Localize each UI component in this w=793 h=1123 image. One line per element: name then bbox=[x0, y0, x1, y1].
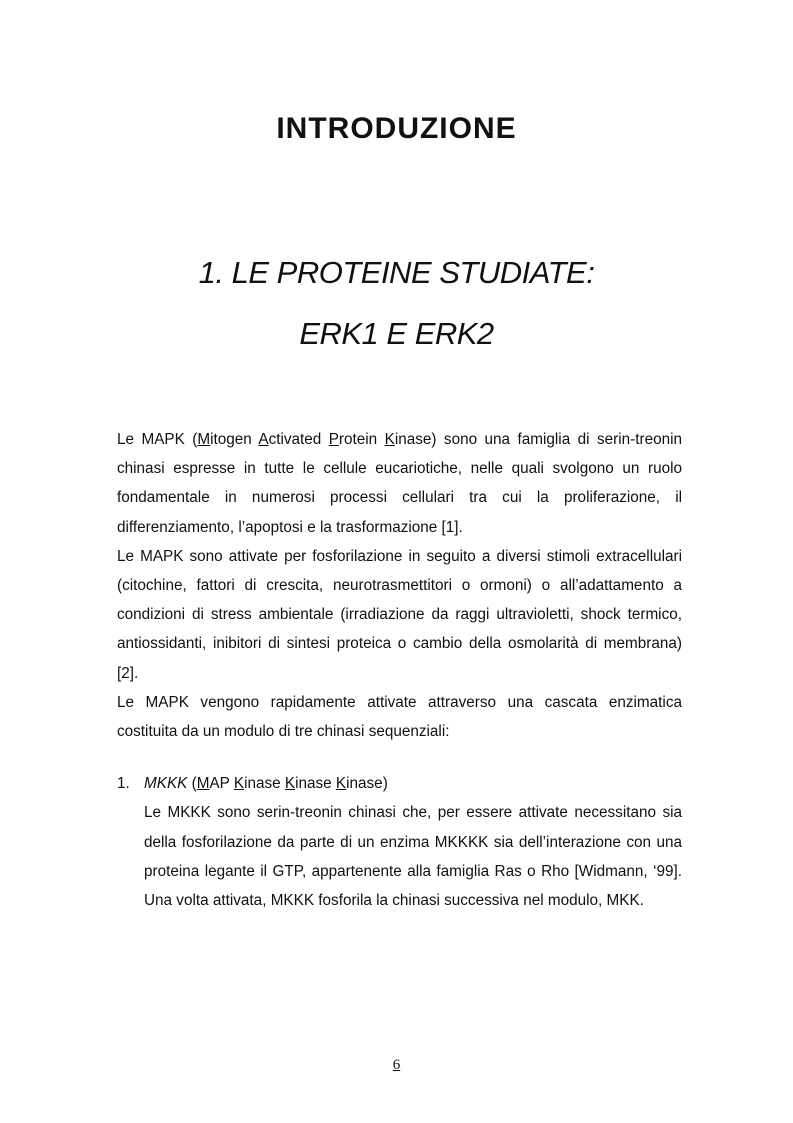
text-span: AP bbox=[209, 775, 234, 793]
underlined-initial: M bbox=[196, 775, 210, 793]
text-span: ) bbox=[382, 775, 388, 793]
underlined-initial: M bbox=[197, 431, 211, 448]
underlined-initial: P bbox=[328, 431, 339, 448]
underlined-initial: K bbox=[384, 431, 395, 448]
text-span: ( bbox=[187, 775, 197, 793]
list-number: 1. bbox=[117, 775, 130, 793]
text-span: Le MAPK ( bbox=[117, 431, 198, 448]
list-item-heading bbox=[144, 769, 682, 798]
underlined-initial: K bbox=[233, 775, 245, 793]
text-span: inase bbox=[244, 775, 285, 793]
text-span: ctivated bbox=[268, 431, 329, 448]
text-span: itogen bbox=[210, 431, 259, 448]
chapter-title-line-1: 1. LE PROTEINE STUDIATE: bbox=[198, 255, 595, 290]
paragraph-mapk-definition bbox=[117, 425, 682, 542]
text-span: ) sono una famiglia di serin-treonin chinasi espresse in tutte le cellule eucariotiche, nelle quali svolgono un ruolo fondamentale in numerosi processi cellulari tra cui la proliferazione, il differenziamento, l’apoptosi e la trasformazione [1]. bbox=[117, 431, 682, 536]
underlined-initial: K bbox=[335, 775, 347, 793]
underlined-initial: A bbox=[258, 431, 269, 448]
body-text bbox=[117, 425, 682, 915]
paragraph-mapk-cascade: Le MAPK vengono rapidamente attivate attraverso una cascata enzimatica costituita da un modulo di tre chinasi sequenziali: bbox=[117, 693, 682, 741]
main-title: INTRODUZIONE bbox=[276, 112, 517, 145]
list-item-mkkk bbox=[117, 769, 682, 915]
page-number: 6 bbox=[392, 1057, 401, 1073]
spacer bbox=[117, 746, 682, 769]
list-item-body: Le MKKK sono serin-treonin chinasi che, per essere attivate necessitano sia della fosforilazione da parte di un enzima MKKKK sia dell’interazione con una proteina legante il GTP, appartenente alla famiglia Ras o Rho [Widmann, ‘99]. Una volta attivata, MKKK fosforila la chinasi successiva nel modulo, MKK. bbox=[144, 804, 682, 910]
chapter-title-line-2: ERK1 E ERK2 bbox=[299, 316, 494, 351]
underlined-initial: K bbox=[284, 775, 296, 793]
text-span: inase bbox=[295, 775, 336, 793]
text-span: inase bbox=[346, 775, 383, 793]
list-term: MKKK bbox=[144, 775, 188, 793]
text-span: inase bbox=[394, 431, 432, 448]
paragraph-mapk-activation: Le MAPK sono attivate per fosforilazione in seguito a diversi stimoli extracellulari (citochine, fattori di crescita, neurotrasmettitori o ormoni) o all’adattamento a condizioni di stress ambientale (irradiazione da raggi ultravioletti, shock termico, antiossidanti, inibitori di sintesi proteica o cambio della osmolarità di membrana) [2]. bbox=[117, 547, 682, 682]
text-span: rotein bbox=[338, 431, 385, 448]
